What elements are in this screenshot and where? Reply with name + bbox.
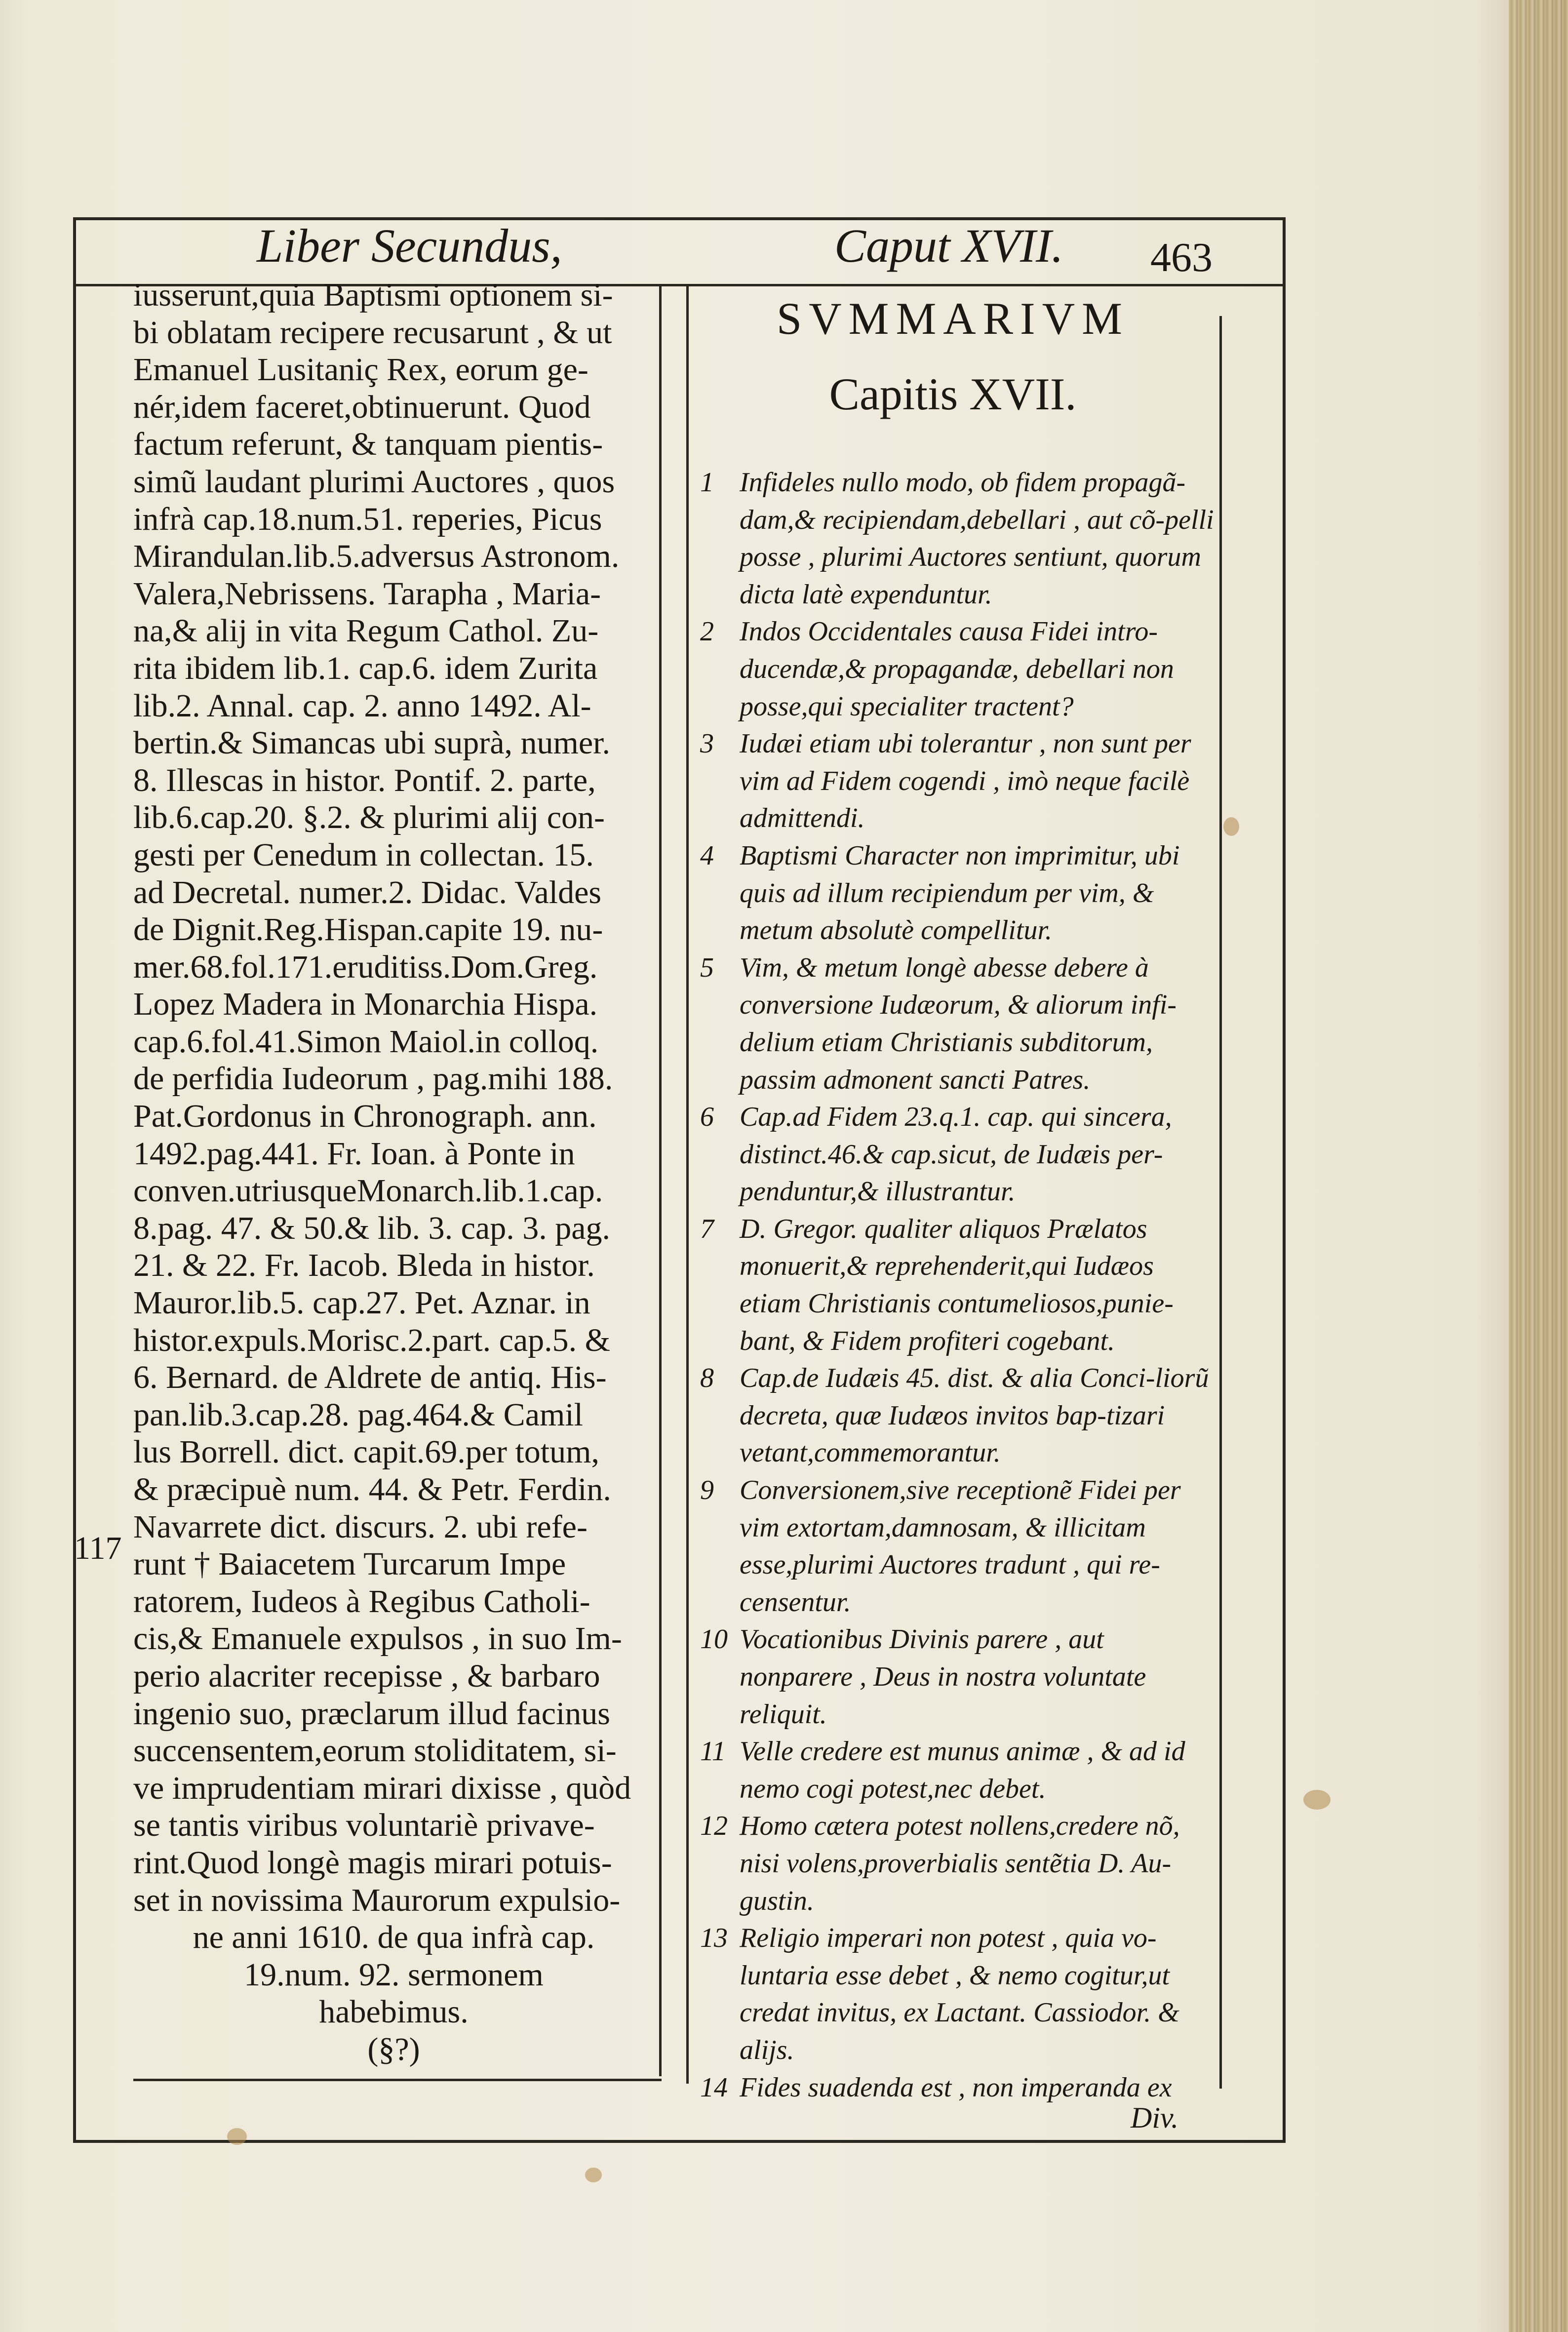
summary-entry xyxy=(700,464,1218,613)
left-column-line: nér,idem faceret,obtinuerunt. Quod xyxy=(133,389,591,425)
summary-entry-number: 5 xyxy=(700,952,714,983)
summary-entry-number: 10 xyxy=(700,1624,728,1655)
left-column-line: 1492.pag.441. Fr. Ioan. à Ponte in xyxy=(133,1135,575,1172)
left-column-line: 8. Illescas in histor. Pontif. 2. parte, xyxy=(133,762,596,798)
summary-entry xyxy=(700,1621,1218,1733)
left-column-line-centered: habebimus. xyxy=(319,1994,469,2030)
left-column-line: bi oblatam recipere recusarunt , & ut xyxy=(133,314,612,351)
ink-stain xyxy=(585,2168,602,2182)
summary-entry-text: Indos Occidentales causa Fidei intro-ducendæ,& propagandæ, debellari non posse,qui specialiter tractent? xyxy=(740,616,1174,722)
column-rule-inner xyxy=(686,286,689,2084)
left-column-line-centered: ne anni 1610. de qua infrà cap. xyxy=(193,1919,595,1956)
left-column-line: na,& alij in vita Regum Cathol. Zu- xyxy=(133,613,599,649)
left-column-line: infrà cap.18.num.51. reperies, Picus xyxy=(133,501,602,537)
summary-entry-text: Infideles nullo modo, ob fidem propagã-dam,& recipiendam,debellari , aut cõ-pelli posse , plurimi Auctores sentiunt, quorum dicta latè expenduntur. xyxy=(740,467,1214,610)
left-column-line: & præcipuè num. 44. & Petr. Ferdin. xyxy=(133,1471,611,1507)
left-column-line: cap.6.fol.41.Simon Maiol.in colloq. xyxy=(133,1023,599,1060)
summary-entry-number: 14 xyxy=(700,2072,728,2103)
left-column-line: Mauror.lib.5. cap.27. Pet. Aznar. in xyxy=(133,1285,590,1321)
left-column-line: de Dignit.Reg.Hispan.capite 19. nu- xyxy=(133,911,603,948)
left-column-line: lus Borrell. dict. capit.69.per totum, xyxy=(133,1434,599,1470)
summary-entry xyxy=(700,1211,1218,1360)
summary-entry xyxy=(700,837,1218,949)
summary-entry-text: Velle credere est munus animæ , & ad id nemo cogi potest,nec debet. xyxy=(740,1736,1185,1804)
summary-entry-text: Vim, & metum longè abesse debere à conversione Iudæorum, & aliorum infi-delium etiam Christianis subditorum, passim admonent sancti Patres. xyxy=(740,952,1177,1095)
left-column-line: de perfidia Iudeorum , pag.mihi 188. xyxy=(133,1061,613,1097)
ink-stain xyxy=(227,2128,247,2145)
summary-entry xyxy=(700,1099,1218,1211)
running-head-right: Caput XVII. xyxy=(834,219,1063,272)
summary-title: SVMMARIVM xyxy=(777,293,1129,344)
left-column-line: 6. Bernard. de Aldrete de antiq. His- xyxy=(133,1359,607,1396)
column-rule-left xyxy=(659,284,662,2076)
left-column-line: succensentem,eorum stoliditatem, si- xyxy=(133,1733,617,1769)
summary-entry-number: 8 xyxy=(700,1363,714,1394)
left-column-line: 8.pag. 47. & 50.& lib. 3. cap. 3. pag. xyxy=(133,1210,611,1246)
left-column-line: rint.Quod longè magis mirari potuis- xyxy=(133,1844,612,1881)
summary-entry-text: Vocationibus Divinis parere , aut nonparere , Deus in nostra voluntate reliquit. xyxy=(740,1624,1146,1730)
summary-entry-text: Cap.de Iudæis 45. dist. & alia Conci-liorũ decreta, quæ Iudæos invitos bap-tizari vetant,commemorantur. xyxy=(740,1363,1209,1468)
summary-subtitle: Capitis XVII. xyxy=(829,369,1077,419)
left-column-line: gesti per Cenedum in collectan. 15. xyxy=(133,836,594,873)
left-column-line: Mirandulan.lib.5.adversus Astronom. xyxy=(133,538,620,575)
left-column-line-centered: (§?) xyxy=(367,2031,420,2067)
catchword: Div. xyxy=(1131,2101,1179,2134)
running-head-left: Liber Secundus, xyxy=(257,219,562,272)
summary-entry xyxy=(700,1733,1218,1808)
summary-entry-number: 13 xyxy=(700,1923,728,1954)
summary-entry-number: 4 xyxy=(700,840,714,871)
left-column-line: set in novissima Maurorum expulsio- xyxy=(133,1882,621,1918)
left-column-line: se tantis viribus voluntariè privave- xyxy=(133,1807,595,1844)
left-column-line: 21. & 22. Fr. Iacob. Bleda in histor. xyxy=(133,1247,595,1284)
summary-entry xyxy=(700,1808,1218,1920)
left-column-line: histor.expuls.Morisc.2.part. cap.5. & xyxy=(133,1322,611,1358)
ink-stain xyxy=(1223,817,1239,836)
left-column-line: Valera,Nebrissens. Tarapha , Maria- xyxy=(133,575,601,612)
left-column-line: rita ibidem lib.1. cap.6. idem Zurita xyxy=(133,650,598,686)
left-column-line: Pat.Gordonus in Chronograph. ann. xyxy=(133,1098,597,1135)
left-column-line: ratorem, Iudeos à Regibus Catholi- xyxy=(133,1583,590,1620)
summary-entry-text: Baptismi Character non imprimitur, ubi quis ad illum recipiendum per vim, & metum absolutè compellitur. xyxy=(740,840,1180,946)
left-column-line-centered: 19.num. 92. sermonem xyxy=(244,1956,544,1993)
summary-entry-text: Religio imperari non potest , quia vo-luntaria esse debet , & nemo cogitur,ut credat invitus, ex Lactant. Cassiodor. & alijs. xyxy=(740,1923,1179,2065)
left-column-line: iusserunt,quia Baptismi optionem si- xyxy=(133,277,613,313)
summary-entry-number: 2 xyxy=(700,616,714,647)
summary-entry-text: Iudæi etiam ubi tolerantur , non sunt per vim ad Fidem cogendi , imò neque facilè admittendi. xyxy=(740,728,1191,834)
left-column-line: factum referunt, & tanquam pientis- xyxy=(133,426,603,463)
left-column-line: lib.2. Annal. cap. 2. anno 1492. Al- xyxy=(133,687,591,724)
left-column-line: pan.lib.3.cap.28. pag.464.& Camil xyxy=(133,1396,584,1433)
summary-entry-text: Fides suadenda est , non imperanda ex xyxy=(740,2072,1172,2103)
left-column-line: mer.68.fol.171.eruditiss.Dom.Greg. xyxy=(133,949,598,985)
margin-note: 117 xyxy=(74,1530,122,1566)
summary-entry-number: 6 xyxy=(700,1102,714,1133)
left-column-text xyxy=(133,277,654,2068)
summary-entry-number: 3 xyxy=(700,728,714,759)
left-column-line: bertin.& Simancas ubi suprà, numer. xyxy=(133,725,610,761)
summary-entry xyxy=(700,725,1218,837)
summary-entry-text: Homo cætera potest nollens,credere nõ, nisi volens,proverbialis sentẽtia D. Au-gustin. xyxy=(740,1811,1180,1916)
summary-entry xyxy=(700,1920,1218,2069)
left-column-line: Navarrete dict. discurs. 2. ubi refe- xyxy=(133,1508,588,1545)
page-number: 463 xyxy=(1150,235,1213,280)
summary-entry-text: D. Gregor. qualiter aliquos Prælatos monuerit,& reprehenderit,qui Iudæos etiam Christianis contumeliosos,punie-bant, & Fidem profiteri cogebant. xyxy=(740,1213,1174,1356)
summary-entry xyxy=(700,1360,1218,1472)
left-column-line: lib.6.cap.20. §.2. & plurimi alij con- xyxy=(133,799,605,836)
column-rule-right xyxy=(1219,316,1222,2089)
summary-entry-number: 9 xyxy=(700,1475,714,1506)
left-column-line: ve imprudentiam mirari dixisse , quòd xyxy=(133,1770,631,1806)
left-column-bottom-rule xyxy=(133,2079,662,2081)
left-column-line: perio alacriter recepisse , & barbaro xyxy=(133,1658,600,1694)
summary-entry-number: 12 xyxy=(700,1811,728,1842)
left-column-line: runt † Baiacetem Turcarum Impe xyxy=(133,1546,566,1582)
summary-entry xyxy=(700,949,1218,1099)
left-column-line: Lopez Madera in Monarchia Hispa. xyxy=(133,986,598,1023)
summary-entry xyxy=(700,1472,1218,1621)
summary-entry-number: 1 xyxy=(700,467,714,498)
summary-entry-text: Conversionem,sive receptionẽ Fidei per vim extortam,damnosam, & illicitam esse,plurimi Auctores tradunt , qui re-censentur. xyxy=(740,1475,1181,1618)
summary-entry xyxy=(700,613,1218,725)
summary-entry-number: 11 xyxy=(700,1736,726,1767)
summary-entry-number: 7 xyxy=(700,1213,714,1244)
left-column-line: cis,& Emanuele expulsos , in suo Im- xyxy=(133,1621,622,1657)
left-column-line: simũ laudant plurimi Auctores , quos xyxy=(133,463,615,500)
left-column-line: ad Decretal. numer.2. Didac. Valdes xyxy=(133,874,602,910)
left-column-line: conven.utriusqueMonarch.lib.1.cap. xyxy=(133,1173,603,1209)
ink-stain xyxy=(1303,1790,1331,1810)
left-column-line: Emanuel Lusitaniç Rex, eorum ge- xyxy=(133,352,588,388)
summary-entry-text: Cap.ad Fidem 23.q.1. cap. qui sincera, distinct.46.& cap.sicut, de Iudæis per-penduntur,& illustrantur. xyxy=(740,1102,1172,1207)
page-edge-shadow xyxy=(1509,0,1568,2332)
left-column-line: ingenio suo, præclarum illud facinus xyxy=(133,1695,610,1732)
summary-entries xyxy=(700,464,1218,2106)
